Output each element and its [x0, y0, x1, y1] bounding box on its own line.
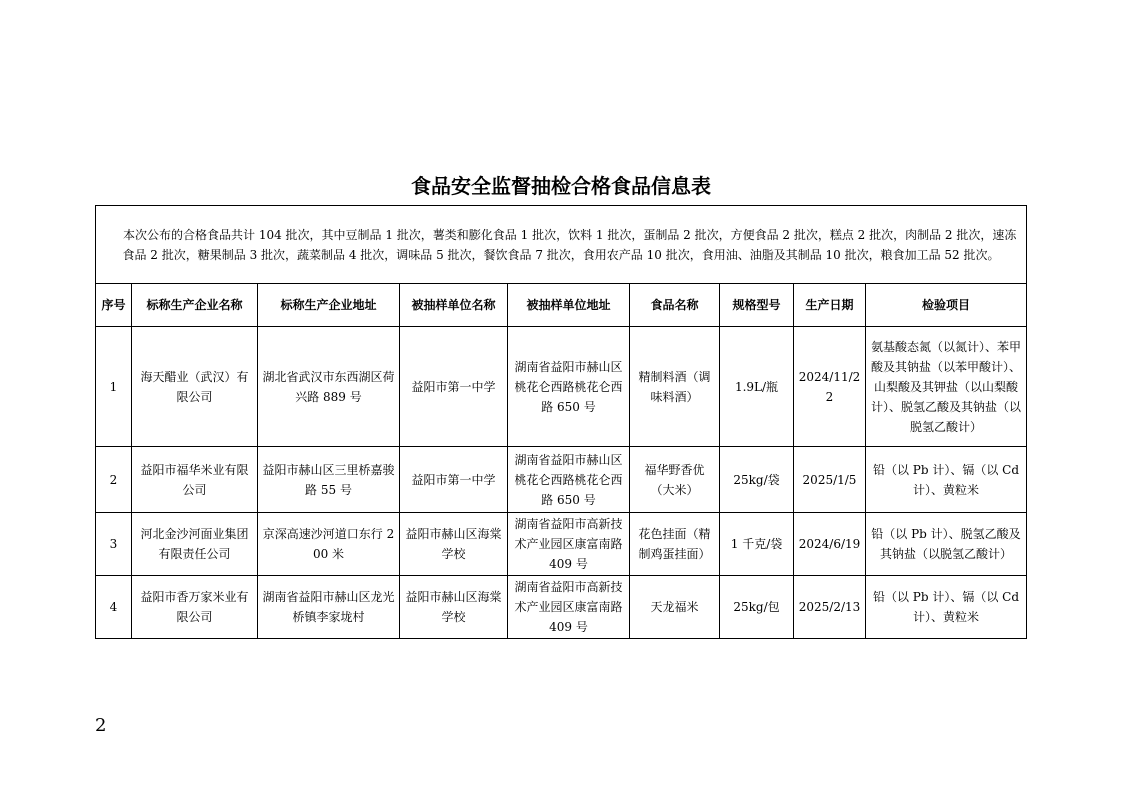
- cell-spec: 25kg/袋: [720, 447, 794, 513]
- cell-date: 2024/6/19: [794, 513, 866, 576]
- cell-producer-address: 益阳市赫山区三里桥嘉骏路 55 号: [258, 447, 400, 513]
- cell-sampled-address: 湖南省益阳市赫山区桃花仑西路桃花仑西路 650 号: [508, 447, 630, 513]
- cell-sampled-unit: 益阳市第一中学: [400, 327, 508, 447]
- page-title: 食品安全监督抽检合格食品信息表: [411, 174, 711, 198]
- cell-no: 3: [96, 513, 132, 576]
- cell-food-name: 天龙福米: [630, 576, 720, 639]
- cell-sampled-unit: 益阳市第一中学: [400, 447, 508, 513]
- header-no: 序号: [96, 284, 132, 327]
- cell-no: 2: [96, 447, 132, 513]
- table-row: [96, 513, 1027, 576]
- header-producer: 标称生产企业名称: [132, 284, 258, 327]
- cell-sampled-address: 湖南省益阳市高新技术产业园区康富南路 409 号: [508, 513, 630, 576]
- cell-spec: 25kg/包: [720, 576, 794, 639]
- cell-sampled-unit: 益阳市赫山区海棠学校: [400, 576, 508, 639]
- cell-food-name: 精制料酒（调味料酒）: [630, 327, 720, 447]
- header-items: 检验项目: [866, 284, 1027, 327]
- cell-date: 2025/2/13: [794, 576, 866, 639]
- table-row: [96, 447, 1027, 513]
- table-row: [96, 576, 1027, 639]
- cell-producer-address: 湖南省益阳市赫山区龙光桥镇李家垅村: [258, 576, 400, 639]
- header-sampled-address: 被抽样单位地址: [508, 284, 630, 327]
- cell-food-name: 福华野香优（大米）: [630, 447, 720, 513]
- cell-producer-address: 京深高速沙河道口东行 200 米: [258, 513, 400, 576]
- cell-items: 铅（以 Pb 计）、镉（以 Cd 计）、黄粒米: [866, 447, 1027, 513]
- cell-spec: 1.9L/瓶: [720, 327, 794, 447]
- table-header-row: [96, 284, 1027, 327]
- cell-producer: 益阳市福华米业有限公司: [132, 447, 258, 513]
- cell-producer: 益阳市香万家米业有限公司: [132, 576, 258, 639]
- header-spec: 规格型号: [720, 284, 794, 327]
- cell-no: 1: [96, 327, 132, 447]
- header-date: 生产日期: [794, 284, 866, 327]
- summary-cell: [96, 206, 1027, 284]
- header-producer-address: 标称生产企业地址: [258, 284, 400, 327]
- cell-sampled-unit: 益阳市赫山区海棠学校: [400, 513, 508, 576]
- page-number: 2: [95, 715, 107, 736]
- cell-producer-address: 湖北省武汉市东西湖区荷兴路 889 号: [258, 327, 400, 447]
- food-info-table: [95, 205, 1027, 639]
- header-food-name: 食品名称: [630, 284, 720, 327]
- summary-text: 本次公布的合格食品共计 104 批次，其中豆制品 1 批次，薯类和膨化食品 1 批次，饮料 1 批次，蛋制品 2 批次，方便食品 2 批次，糕点 2 批次，肉制品 2 批次，速冻食品 2 批次，糖果制品 3 批次，蔬菜制品 4 批次，调味品 5 批次，餐饮食品 7 批次，食用农产品 10 批次，食用油、油脂及其制品 10 批次，粮食加工品 52 批次。: [122, 227, 1017, 262]
- cell-items: 铅（以 Pb 计）、脱氢乙酸及其钠盐（以脱氢乙酸计）: [866, 513, 1027, 576]
- cell-sampled-address: 湖南省益阳市赫山区桃花仑西路桃花仑西路 650 号: [508, 327, 630, 447]
- cell-spec: 1 千克/袋: [720, 513, 794, 576]
- cell-no: 4: [96, 576, 132, 639]
- cell-producer: 海天醋业（武汉）有限公司: [132, 327, 258, 447]
- cell-items: 铅（以 Pb 计）、镉（以 Cd 计）、黄粒米: [866, 576, 1027, 639]
- cell-food-name: 花色挂面（精制鸡蛋挂面）: [630, 513, 720, 576]
- cell-producer: 河北金沙河面业集团有限责任公司: [132, 513, 258, 576]
- header-sampled-unit: 被抽样单位名称: [400, 284, 508, 327]
- table-row: [96, 327, 1027, 447]
- cell-sampled-address: 湖南省益阳市高新技术产业园区康富南路 409 号: [508, 576, 630, 639]
- cell-date: 2025/1/5: [794, 447, 866, 513]
- cell-date: 2024/11/22: [794, 327, 866, 447]
- cell-items: 氨基酸态氮（以氮计）、苯甲酸及其钠盐（以苯甲酸计）、山梨酸及其钾盐（以山梨酸计）、脱氢乙酸及其钠盐（以脱氢乙酸计）: [866, 327, 1027, 447]
